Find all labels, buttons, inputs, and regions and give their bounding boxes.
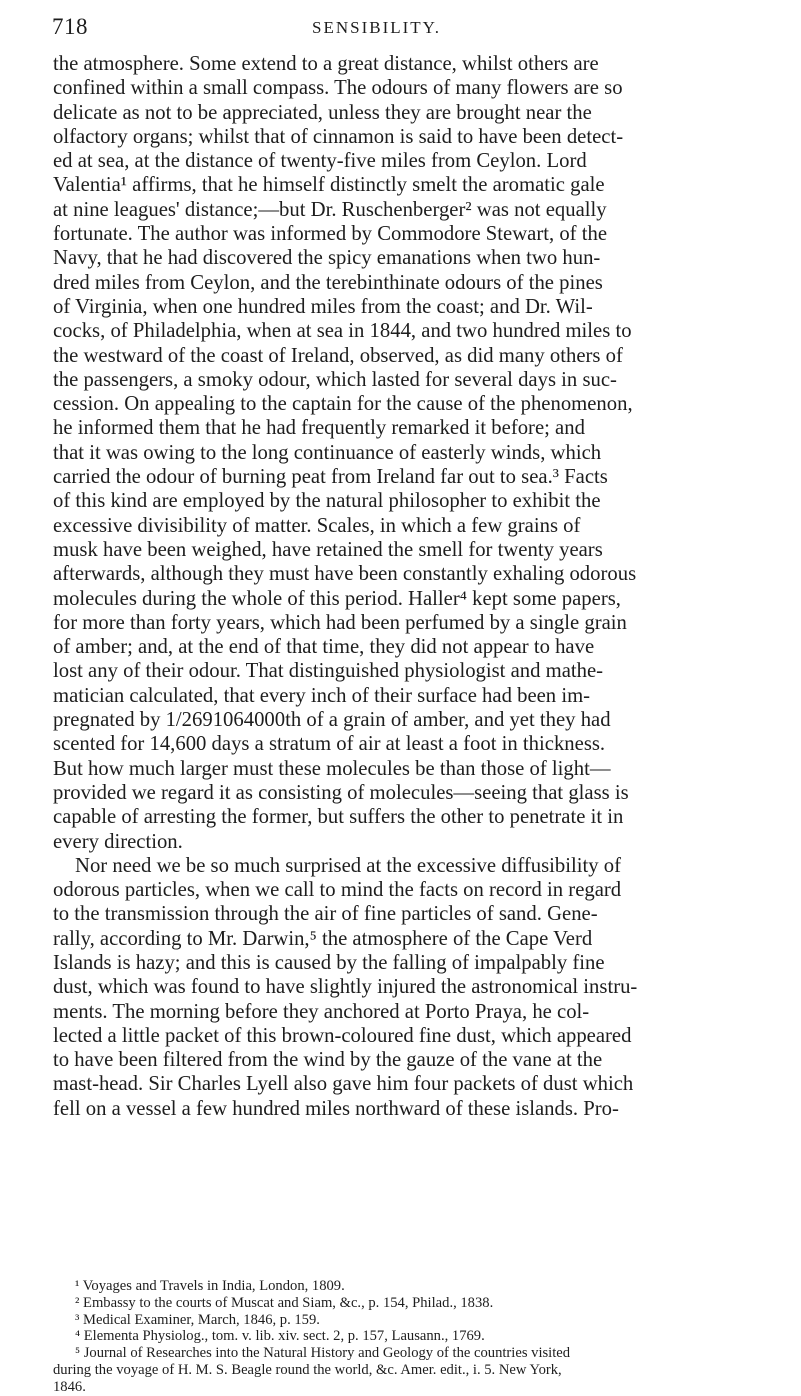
text-line: mast-head. Sir Charles Lyell also gave him four packets of dust which — [53, 1073, 634, 1096]
text-line: lost any of their odour. That distinguished physiologist and mathe- — [53, 660, 604, 683]
text-line: lected a little packet of this brown-coloured fine dust, which appeared — [53, 1024, 632, 1047]
text-line: cocks, of Philadelphia, when at sea in 1844, and two hundred miles to — [53, 320, 632, 343]
text-line: dred miles from Ceylon, and the terebinthinate odours of the pines — [53, 271, 603, 294]
text-line: Islands is hazy; and this is caused by the falling of impalpably fine — [53, 951, 605, 974]
text-line: ed at sea, at the distance of twenty-five miles from Ceylon. Lord — [53, 150, 587, 173]
text-line: musk have been weighed, have retained the smell for twenty years — [53, 538, 603, 561]
text-line: afterwards, although they must have been constantly exhaling odorous — [53, 563, 637, 586]
footnote-line: during the voyage of H. M. S. Beagle round the world, &c. Amer. edit., i. 5. New York, — [53, 1361, 562, 1378]
text-line: to have been filtered from the wind by the gauze of the vane at the — [53, 1049, 603, 1072]
body-text — [53, 52, 761, 1121]
text-line: of this kind are employed by the natural philosopher to exhibit the — [53, 490, 601, 513]
text-line: But how much larger must these molecules be than those of light— — [53, 757, 611, 780]
footnote-line: ⁴ Elementa Physiolog., tom. v. lib. xiv. sect. 2, p. 157, Lausann., 1769. — [75, 1328, 485, 1345]
text-line: delicate as not to be appreciated, unless they are brought near the — [53, 101, 592, 124]
text-line: Nor need we be so much surprised at the excessive diffusibility of — [75, 854, 621, 877]
text-line: fortunate. The author was informed by Commodore Stewart, of the — [53, 223, 608, 246]
footnote-line: ⁵ Journal of Researches into the Natural History and Geology of the countries visited — [75, 1345, 571, 1362]
text-line: provided we regard it as consisting of molecules—seeing that glass is — [53, 781, 629, 804]
text-line: of Virginia, when one hundred miles from the coast; and Dr. Wil- — [53, 295, 593, 318]
text-line: that it was owing to the long continuance of easterly winds, which — [53, 441, 602, 464]
running-title: SENSIBILITY. — [312, 18, 441, 37]
footnote-line: ² Embassy to the courts of Muscat and Siam, &c., p. 154, Philad., 1838. — [75, 1294, 494, 1311]
text-line: fell on a vessel a few hundred miles northward of these islands. Pro- — [53, 1097, 619, 1120]
text-line: cession. On appealing to the captain for the cause of the phenomenon, — [53, 393, 633, 416]
text-line: to the transmission through the air of fine particles of sand. Gene- — [53, 903, 598, 926]
text-line: the passengers, a smoky odour, which lasted for several days in suc- — [53, 368, 617, 391]
text-line: molecules during the whole of this period. Haller⁴ kept some papers, — [53, 587, 621, 610]
text-line: the atmosphere. Some extend to a great distance, whilst others are — [53, 53, 599, 75]
text-line: ments. The morning before they anchored at Porto Praya, he col- — [53, 1000, 590, 1023]
text-line: the westward of the coast of Ireland, observed, as did many others of — [53, 344, 623, 367]
text-line: he informed them that he had frequently remarked it before; and — [53, 417, 585, 440]
text-line: for more than forty years, which had been perfumed by a single grain — [53, 611, 627, 634]
text-line: pregnated by 1/2691064000th of a grain of amber, and yet they had — [53, 709, 611, 732]
text-line: at nine leagues' distance;—but Dr. Ruschenberger² was not equally — [53, 198, 607, 221]
text-line: dust, which was found to have slightly injured the astronomical instru- — [53, 976, 638, 999]
text-line: odorous particles, when we call to mind the facts on record in regard — [53, 879, 622, 902]
footnotes — [53, 1278, 761, 1396]
text-line: scented for 14,600 days a stratum of air at least a foot in thickness. — [53, 733, 606, 756]
text-line: Navy, that he had discovered the spicy emanations when two hun- — [53, 247, 601, 270]
text-line: of amber; and, at the end of that time, they did not appear to have — [53, 636, 595, 659]
text-line: olfactory organs; whilst that of cinnamon is said to have been detect- — [53, 125, 624, 148]
text-line: matician calculated, that every inch of their surface had been im- — [53, 684, 591, 707]
text-line: confined within a small compass. The odours of many flowers are so — [53, 77, 623, 100]
text-line: rally, according to Mr. Darwin,⁵ the atmosphere of the Cape Verd — [53, 927, 593, 950]
footnote-line: ¹ Voyages and Travels in India, London, 1809. — [75, 1278, 345, 1294]
footnote-line: 1846. — [53, 1378, 86, 1395]
page-number: 718 — [52, 14, 88, 39]
text-line: every direction. — [53, 830, 183, 853]
text-line: Valentia¹ affirms, that he himself distinctly smelt the aromatic gale — [53, 174, 605, 197]
text-line: carried the odour of burning peat from Ireland far out to sea.³ Facts — [53, 466, 608, 489]
page-header — [52, 14, 761, 44]
footnote-line: ³ Medical Examiner, March, 1846, p. 159. — [75, 1311, 320, 1328]
text-line: excessive divisibility of matter. Scales, in which a few grains of — [53, 514, 581, 537]
text-line: capable of arresting the former, but suffers the other to penetrate it in — [53, 806, 624, 829]
